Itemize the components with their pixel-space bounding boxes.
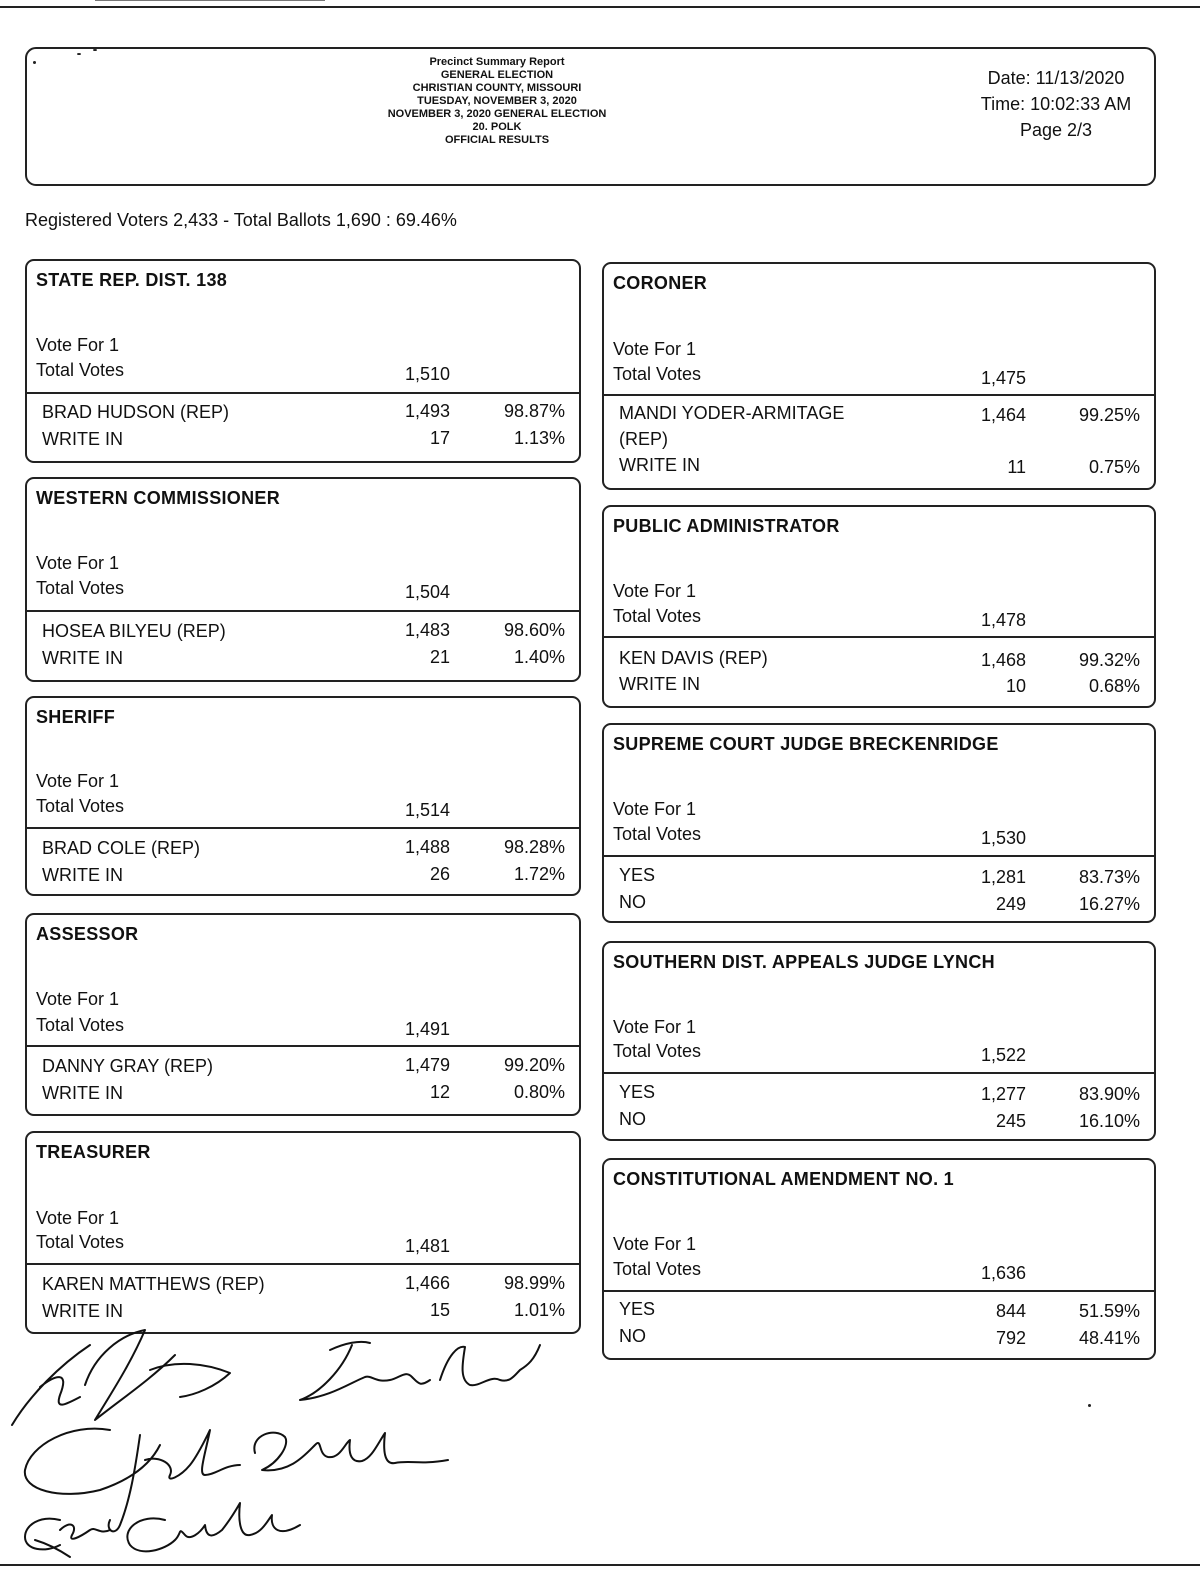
- candidate-name: WRITE IN: [42, 1301, 123, 1321]
- vote-for-label: Vote For 1: [36, 553, 120, 573]
- contest-public-administrator: [602, 505, 1156, 708]
- contest-southern-appeals: [602, 941, 1156, 1141]
- vote-for-label: Vote For 1: [613, 581, 697, 601]
- page-number: Page 2/3: [1019, 120, 1093, 140]
- scan-speck: [77, 53, 81, 55]
- candidate-votes: 10: [1005, 676, 1026, 696]
- result-row: [27, 1082, 579, 1108]
- result-row: [27, 1273, 579, 1299]
- choice-votes: 1,281: [980, 867, 1026, 887]
- candidate-percent: 99.25%: [1078, 405, 1140, 425]
- choice-label: YES: [619, 865, 656, 885]
- result-row: [604, 647, 1154, 673]
- candidate-name: WRITE IN: [42, 1083, 123, 1103]
- choice-votes: 249: [995, 894, 1026, 914]
- total-votes-label: Total Votes: [613, 364, 702, 384]
- total-votes-label: Total Votes: [36, 578, 125, 598]
- choice-votes: 792: [995, 1328, 1026, 1348]
- section-rule: [604, 1072, 1154, 1074]
- total-votes-value: 1,530: [980, 828, 1026, 848]
- result-row: [27, 837, 579, 863]
- candidate-percent: 99.20%: [503, 1055, 565, 1075]
- choice-percent: 83.90%: [1078, 1084, 1140, 1104]
- vote-for-label: Vote For 1: [613, 1234, 697, 1254]
- result-row: [604, 402, 1154, 454]
- vote-for-label: Vote For 1: [36, 989, 120, 1009]
- choice-label: YES: [619, 1082, 656, 1102]
- result-row: [27, 428, 579, 454]
- contest-title: STATE REP. DIST. 138: [36, 270, 228, 290]
- result-row: [27, 1300, 579, 1326]
- candidate-votes: 17: [429, 428, 450, 448]
- candidate-votes: 1,483: [404, 620, 450, 640]
- candidate-percent: 99.32%: [1078, 650, 1140, 670]
- results-status: OFFICIAL RESULTS: [444, 134, 550, 146]
- result-row: [604, 1325, 1154, 1351]
- result-row: [604, 864, 1154, 890]
- election-name: GENERAL ELECTION: [440, 69, 554, 81]
- report-date: Date: 11/13/2020: [987, 68, 1125, 88]
- contest-coroner: [602, 262, 1156, 490]
- contest-state-rep: [25, 259, 581, 463]
- choice-percent: 16.27%: [1078, 894, 1140, 914]
- result-row: [604, 673, 1154, 699]
- result-row: [604, 1298, 1154, 1324]
- result-row: [604, 454, 1154, 480]
- candidate-percent: 98.28%: [503, 837, 565, 857]
- candidate-votes: 1,479: [404, 1055, 450, 1075]
- signature-stroke: [25, 1429, 240, 1532]
- candidate-votes: 12: [429, 1082, 450, 1102]
- choice-percent: 51.59%: [1078, 1301, 1140, 1321]
- section-rule: [604, 636, 1154, 638]
- section-rule: [27, 827, 579, 829]
- candidate-name: MANDI YODER-ARMITAGE: [619, 403, 845, 423]
- candidate-percent: 98.87%: [503, 401, 565, 421]
- candidate-votes: 21: [429, 647, 450, 667]
- result-row: [27, 864, 579, 890]
- contest-title: SUPREME COURT JUDGE BRECKENRIDGE: [613, 734, 999, 754]
- candidate-percent: 1.13%: [513, 428, 565, 448]
- total-votes-label: Total Votes: [613, 1041, 702, 1061]
- choice-label: NO: [619, 892, 646, 912]
- candidate-votes: 1,493: [404, 401, 450, 421]
- county-name: CHRISTIAN COUNTY, MISSOURI: [412, 82, 582, 94]
- election-date: TUESDAY, NOVEMBER 3, 2020: [417, 95, 577, 107]
- total-votes-label: Total Votes: [613, 1259, 702, 1279]
- section-rule: [604, 394, 1154, 396]
- total-votes-value: 1,491: [404, 1019, 450, 1039]
- candidate-percent: 98.99%: [503, 1273, 565, 1293]
- candidate-name: KAREN MATTHEWS (REP): [42, 1274, 265, 1294]
- contest-title: SOUTHERN DIST. APPEALS JUDGE LYNCH: [613, 952, 995, 972]
- contest-assessor: [25, 913, 581, 1116]
- report-meta: [966, 65, 1146, 143]
- choice-label: YES: [619, 1299, 656, 1319]
- candidate-percent: 98.60%: [503, 620, 565, 640]
- total-votes-value: 1,514: [404, 800, 450, 820]
- report-title-block: [367, 56, 627, 147]
- candidate-percent: 1.72%: [513, 864, 565, 884]
- section-rule: [27, 1045, 579, 1047]
- total-votes-label: Total Votes: [36, 796, 125, 816]
- contest-title: CONSTITUTIONAL AMENDMENT NO. 1: [613, 1169, 954, 1189]
- choice-votes: 844: [995, 1301, 1026, 1321]
- total-votes-value: 1,510: [404, 364, 450, 384]
- candidate-votes: 11: [1007, 457, 1026, 477]
- candidate-name: BRAD HUDSON (REP): [42, 402, 230, 422]
- total-votes-value: 1,636: [980, 1263, 1026, 1283]
- section-rule: [27, 610, 579, 612]
- report-time: Time: 10:02:33 AM: [980, 94, 1132, 114]
- candidate-name: KEN DAVIS (REP): [619, 648, 768, 668]
- vote-for-label: Vote For 1: [613, 799, 697, 819]
- section-rule: [27, 392, 579, 394]
- candidate-name: WRITE IN: [619, 455, 700, 475]
- page-bottom-rule: [0, 1564, 1200, 1566]
- report-header: [25, 47, 1156, 186]
- total-votes-value: 1,481: [404, 1236, 450, 1256]
- total-votes-value: 1,504: [404, 582, 450, 602]
- result-row: [604, 1081, 1154, 1107]
- scan-speck: [1088, 1404, 1091, 1407]
- contest-supreme-court: [602, 723, 1156, 923]
- signatures: [0, 1325, 600, 1578]
- scan-artifact-line: [95, 0, 325, 1]
- candidate-votes: 15: [429, 1300, 450, 1320]
- candidate-name: WRITE IN: [42, 648, 123, 668]
- candidate-percent: 1.40%: [513, 647, 565, 667]
- vote-for-label: Vote For 1: [36, 1208, 120, 1228]
- choice-percent: 16.10%: [1078, 1111, 1140, 1131]
- candidate-name: BRAD COLE (REP): [42, 838, 201, 858]
- result-row: [27, 620, 579, 646]
- report-title: Precinct Summary Report: [429, 56, 565, 68]
- result-row: [604, 891, 1154, 917]
- page-top-rule: [0, 6, 1200, 8]
- candidate-votes: 1,466: [404, 1273, 450, 1293]
- total-votes-label: Total Votes: [613, 824, 702, 844]
- signature-stroke: [300, 1342, 540, 1400]
- scan-speck: [93, 49, 97, 51]
- contest-title: CORONER: [613, 273, 708, 293]
- total-votes-label: Total Votes: [36, 360, 125, 380]
- vote-for-label: Vote For 1: [36, 335, 120, 355]
- total-votes-label: Total Votes: [613, 606, 702, 626]
- candidate-name: HOSEA BILYEU (REP): [42, 621, 226, 641]
- candidate-name: DANNY GRAY (REP): [42, 1056, 214, 1076]
- candidate-votes: 26: [429, 864, 450, 884]
- vote-for-label: Vote For 1: [613, 1017, 697, 1037]
- candidate-percent: 0.68%: [1088, 676, 1140, 696]
- total-votes-label: Total Votes: [36, 1232, 125, 1252]
- signature-stroke: [25, 1519, 110, 1557]
- candidate-percent: 0.75%: [1088, 457, 1140, 477]
- contest-title: PUBLIC ADMINISTRATOR: [613, 516, 840, 536]
- choice-percent: 83.73%: [1078, 867, 1140, 887]
- choice-label: NO: [619, 1326, 646, 1346]
- result-row: [27, 401, 579, 427]
- total-votes-value: 1,522: [980, 1045, 1026, 1065]
- candidate-name: WRITE IN: [42, 429, 123, 449]
- precinct-name: 20. POLK: [472, 121, 522, 133]
- election-title: NOVEMBER 3, 2020 GENERAL ELECTION: [387, 108, 607, 120]
- candidate-name: WRITE IN: [619, 674, 700, 694]
- choice-votes: 1,277: [980, 1084, 1026, 1104]
- signature-stroke: [12, 1330, 175, 1425]
- contest-title: TREASURER: [36, 1142, 151, 1162]
- contest-treasurer: [25, 1131, 581, 1334]
- signature-stroke: [254, 1433, 448, 1471]
- choice-votes: 245: [995, 1111, 1026, 1131]
- registered-voters-summary: Registered Voters 2,433 - Total Ballots 1,690 : 69.46%: [25, 210, 457, 230]
- candidate-percent: 0.80%: [513, 1082, 565, 1102]
- vote-for-label: Vote For 1: [36, 771, 120, 791]
- contest-title: WESTERN COMMISSIONER: [36, 488, 281, 508]
- candidate-votes: 1,488: [404, 837, 450, 857]
- result-row: [604, 1108, 1154, 1134]
- result-row: [27, 1055, 579, 1081]
- candidate-votes: 1,468: [980, 650, 1026, 670]
- total-votes-value: 1,475: [980, 368, 1026, 388]
- total-votes-value: 1,478: [980, 610, 1026, 630]
- section-rule: [604, 1290, 1154, 1292]
- contest-title: SHERIFF: [36, 707, 116, 727]
- contest-sheriff: [25, 696, 581, 896]
- candidate-votes: 1,464: [980, 405, 1026, 425]
- candidate-name: WRITE IN: [42, 865, 123, 885]
- vote-for-label: Vote For 1: [613, 339, 697, 359]
- signature-stroke: [150, 1364, 230, 1397]
- signature-stroke: [127, 1503, 300, 1551]
- candidate-percent: 1.01%: [513, 1300, 565, 1320]
- contest-western-commissioner: [25, 477, 581, 682]
- section-rule: [604, 855, 1154, 857]
- scan-speck: [33, 61, 36, 64]
- section-rule: [27, 1263, 579, 1265]
- result-row: [27, 647, 579, 673]
- candidate-party: (REP): [619, 429, 668, 449]
- choice-percent: 48.41%: [1078, 1328, 1140, 1348]
- contest-title: ASSESSOR: [36, 924, 139, 944]
- total-votes-label: Total Votes: [36, 1015, 125, 1035]
- contest-amendment-1: [602, 1158, 1156, 1360]
- choice-label: NO: [619, 1109, 646, 1129]
